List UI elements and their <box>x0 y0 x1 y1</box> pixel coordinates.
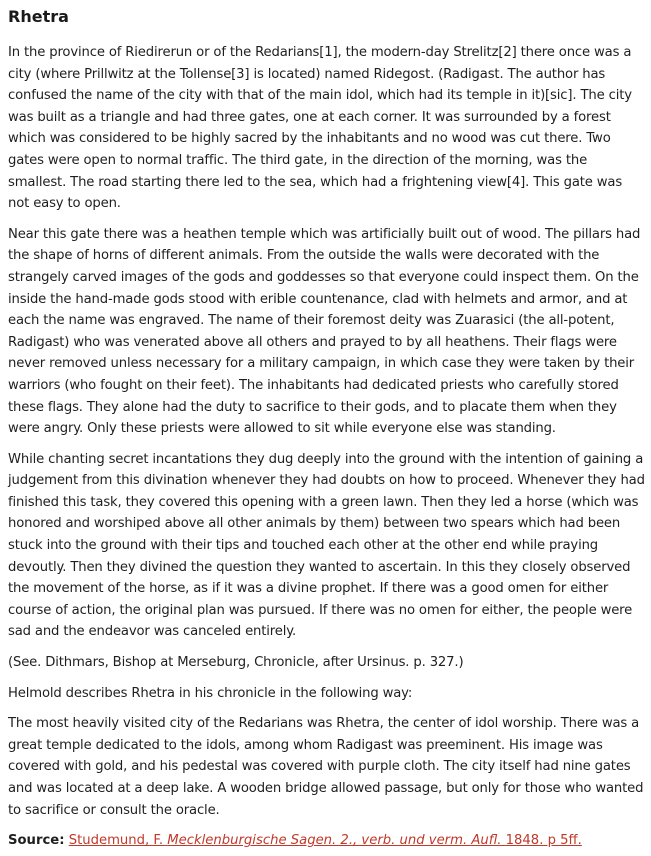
paragraph-helmold-quote: The most heavily visited city of the Redarians was Rhetra, the center of idol worship. There was a great temple dedicated to the idols, among whom Radigast was preeminent. His image was covered with gold, and his pedestal was covered with purple cloth. The city itself had nine gates and was located at a deep lake. A wooden bridge allowed passage, but only for those who wanted to sacrifice or consult the oracle. <box>8 716 644 818</box>
source-label: Source: <box>8 833 65 849</box>
paragraph-helmold-intro: Helmold describes Rhetra in his chronicle in the following way: <box>8 685 413 701</box>
paragraph-3: While chanting secret incantations they dug deeply into the ground with the intention of gaining a judgement from this divination whenever they had doubts on how to proceed. Whenever they had finished this task, they covered this opening with a green lawn. Then they led a horse (which was honored and worshiped above all other animals by them) between two spears which had been stuck into the ground with their tips and touched each other at the other end while praying devoutly. Then they divined the question they wanted to ascertain. In this they closely observed the movement of the horse, as if it was a divine prophet. If there was a good omen for either course of action, the original plan was pursued. If there was no omen for either, the people were sad and the endeavor was canceled entirely. <box>8 451 645 640</box>
paragraph-citation: (See. Dithmars, Bishop at Merseburg, Chronicle, after Ursinus. p. 327.) <box>8 655 464 671</box>
source-author: Studemund, F. <box>68 833 164 849</box>
page-title: Rhetra <box>8 7 69 26</box>
paragraph-2: Near this gate there was a heathen temple which was artificially built out of wood. The pillars had the shape of horns of different animals. From the outside the walls were decorated with the strangely carved images of the gods and goddesses so that everyone could inspect them. On the inside the hand-made gods stood with erible countenance, clad with helmets and armor, and at each the name was engraved. The name of their foremost deity was Zuarasici (the all-potent, Radigast) who was venerated above all others and prayed to by all heathens. Their flags were never removed unless necessary for a military campaign, in which case they were taken by their warriors (who fought on their feet). The inhabitants had dedicated priests who carefully stored these flags. They alone had the duty to sacrifice to their gods, and to placate them when they were angry. Only these priests were allowed to sit while everyone else was standing. <box>8 226 641 437</box>
source-line <box>8 830 645 852</box>
source-book: Mecklenburgische Sagen. 2., verb. und verm. Aufl. <box>167 833 502 849</box>
source-link[interactable] <box>69 833 582 848</box>
source-rest: 1848. p 5ff. <box>505 833 582 849</box>
paragraph-1: In the province of Riedirerun or of the Redarians[1], the modern-day Strelitz[2] there once was a city (where Prillwitz at the Tollense[3] is located) named Ridegost. (Radigast. The author has confused the name of the city with that of the main idol, which had its temple in it)[sic]. The city was built as a triangle and had three gates, one at each corner. It was surrounded by a forest which was considered to be highly sacred by the inhabitants and no wood was cut there. Two gates were open to normal traffic. The third gate, in the direction of the morning, was the smallest. The road starting there led to the sea, which had a frightening view[4]. This gate was not easy to open. <box>8 45 632 212</box>
